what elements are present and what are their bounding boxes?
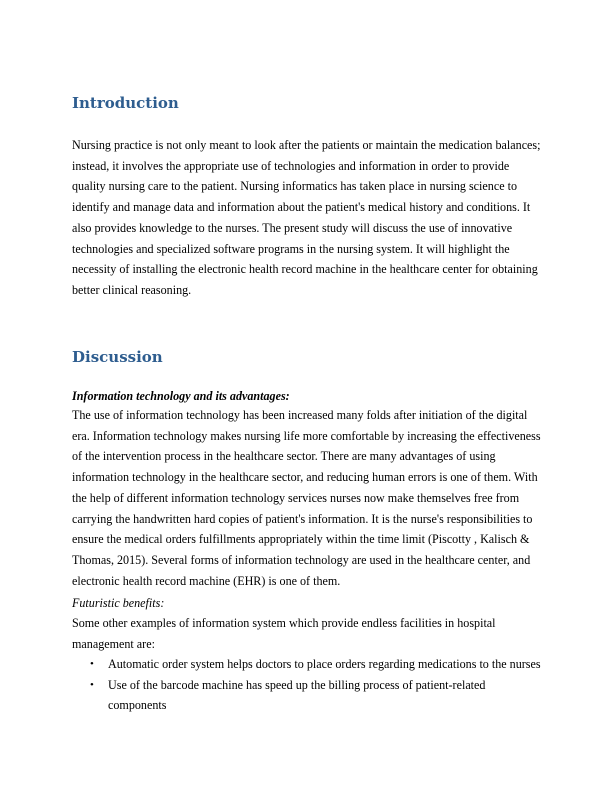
bullet-icon: •: [90, 658, 94, 670]
futuristic-paragraph: [72, 613, 552, 654]
paragraph-line: information technology in the healthcare sector, and reducing human errors is one of them. With: [72, 470, 538, 485]
paragraph-line: ensure the medical orders fulfillments appropriately within the time limit (Piscotty , Kalisch &: [72, 532, 530, 547]
list-item: [72, 654, 552, 675]
paragraph-line: instead, it involves the appropriate use of technologies and information in order to provide: [72, 158, 510, 173]
paragraph-line: electronic health record machine (EHR) is one of them.: [72, 573, 341, 588]
paragraph-line: carrying the handwritten hard copies of patient's information. It is the nurse's responsibilities to: [72, 511, 533, 526]
paragraph-line: Thomas, 2015). Several forms of information technology are used in the healthcare center, and: [72, 552, 531, 567]
discussion-heading: Discussion: [72, 348, 163, 366]
discussion-paragraph: [72, 405, 552, 591]
paragraph-line: of the intervention process in the healthcare sector. There are many advantages of using: [72, 449, 496, 464]
paragraph-line: better clinical reasoning.: [72, 282, 192, 297]
list-item: [72, 675, 552, 716]
benefits-list: [72, 654, 552, 716]
list-item-line: components: [108, 698, 167, 713]
paragraph-line: also provides knowledge to the nurses. The present study will discuss the use of innovative: [72, 220, 513, 235]
introduction-heading: Introduction: [72, 94, 179, 112]
paragraph-line: quality nursing care to the patient. Nursing informatics has taken place in nursing science to: [72, 179, 517, 194]
list-item-line: Automatic order system helps doctors to place orders regarding medications to the nurses: [108, 657, 541, 671]
paragraph-line: identify and manage data and information about the patient's medical history and conditions. It: [72, 200, 531, 215]
paragraph-line: management are:: [72, 636, 155, 651]
paragraph-line: technologies and specialized software programs in the nursing system. It will highlight the: [72, 241, 510, 256]
paragraph-line: era. Information technology makes nursing life more comfortable by increasing the effectiveness: [72, 428, 541, 443]
list-item-line: Use of the barcode machine has speed up the billing process of patient-related: [108, 677, 486, 692]
futuristic-benefits-label: Futuristic benefits:: [72, 596, 165, 610]
paragraph-line: necessity of installing the electronic health record machine in the healthcare center for obtaining: [72, 262, 538, 277]
bullet-icon: •: [90, 678, 94, 691]
paragraph-line: The use of information technology has been increased many folds after initiation of the digital: [72, 408, 528, 422]
introduction-paragraph: [72, 135, 552, 301]
paragraph-line: Some other examples of information system which provide endless facilities in hospital: [72, 616, 496, 630]
paragraph-line: the help of different information technology services nurses now make themselves free from: [72, 490, 520, 505]
it-advantages-subheading: Information technology and its advantages:: [72, 389, 290, 403]
paragraph-line: Nursing practice is not only meant to look after the patients or maintain the medication balances;: [72, 138, 541, 152]
